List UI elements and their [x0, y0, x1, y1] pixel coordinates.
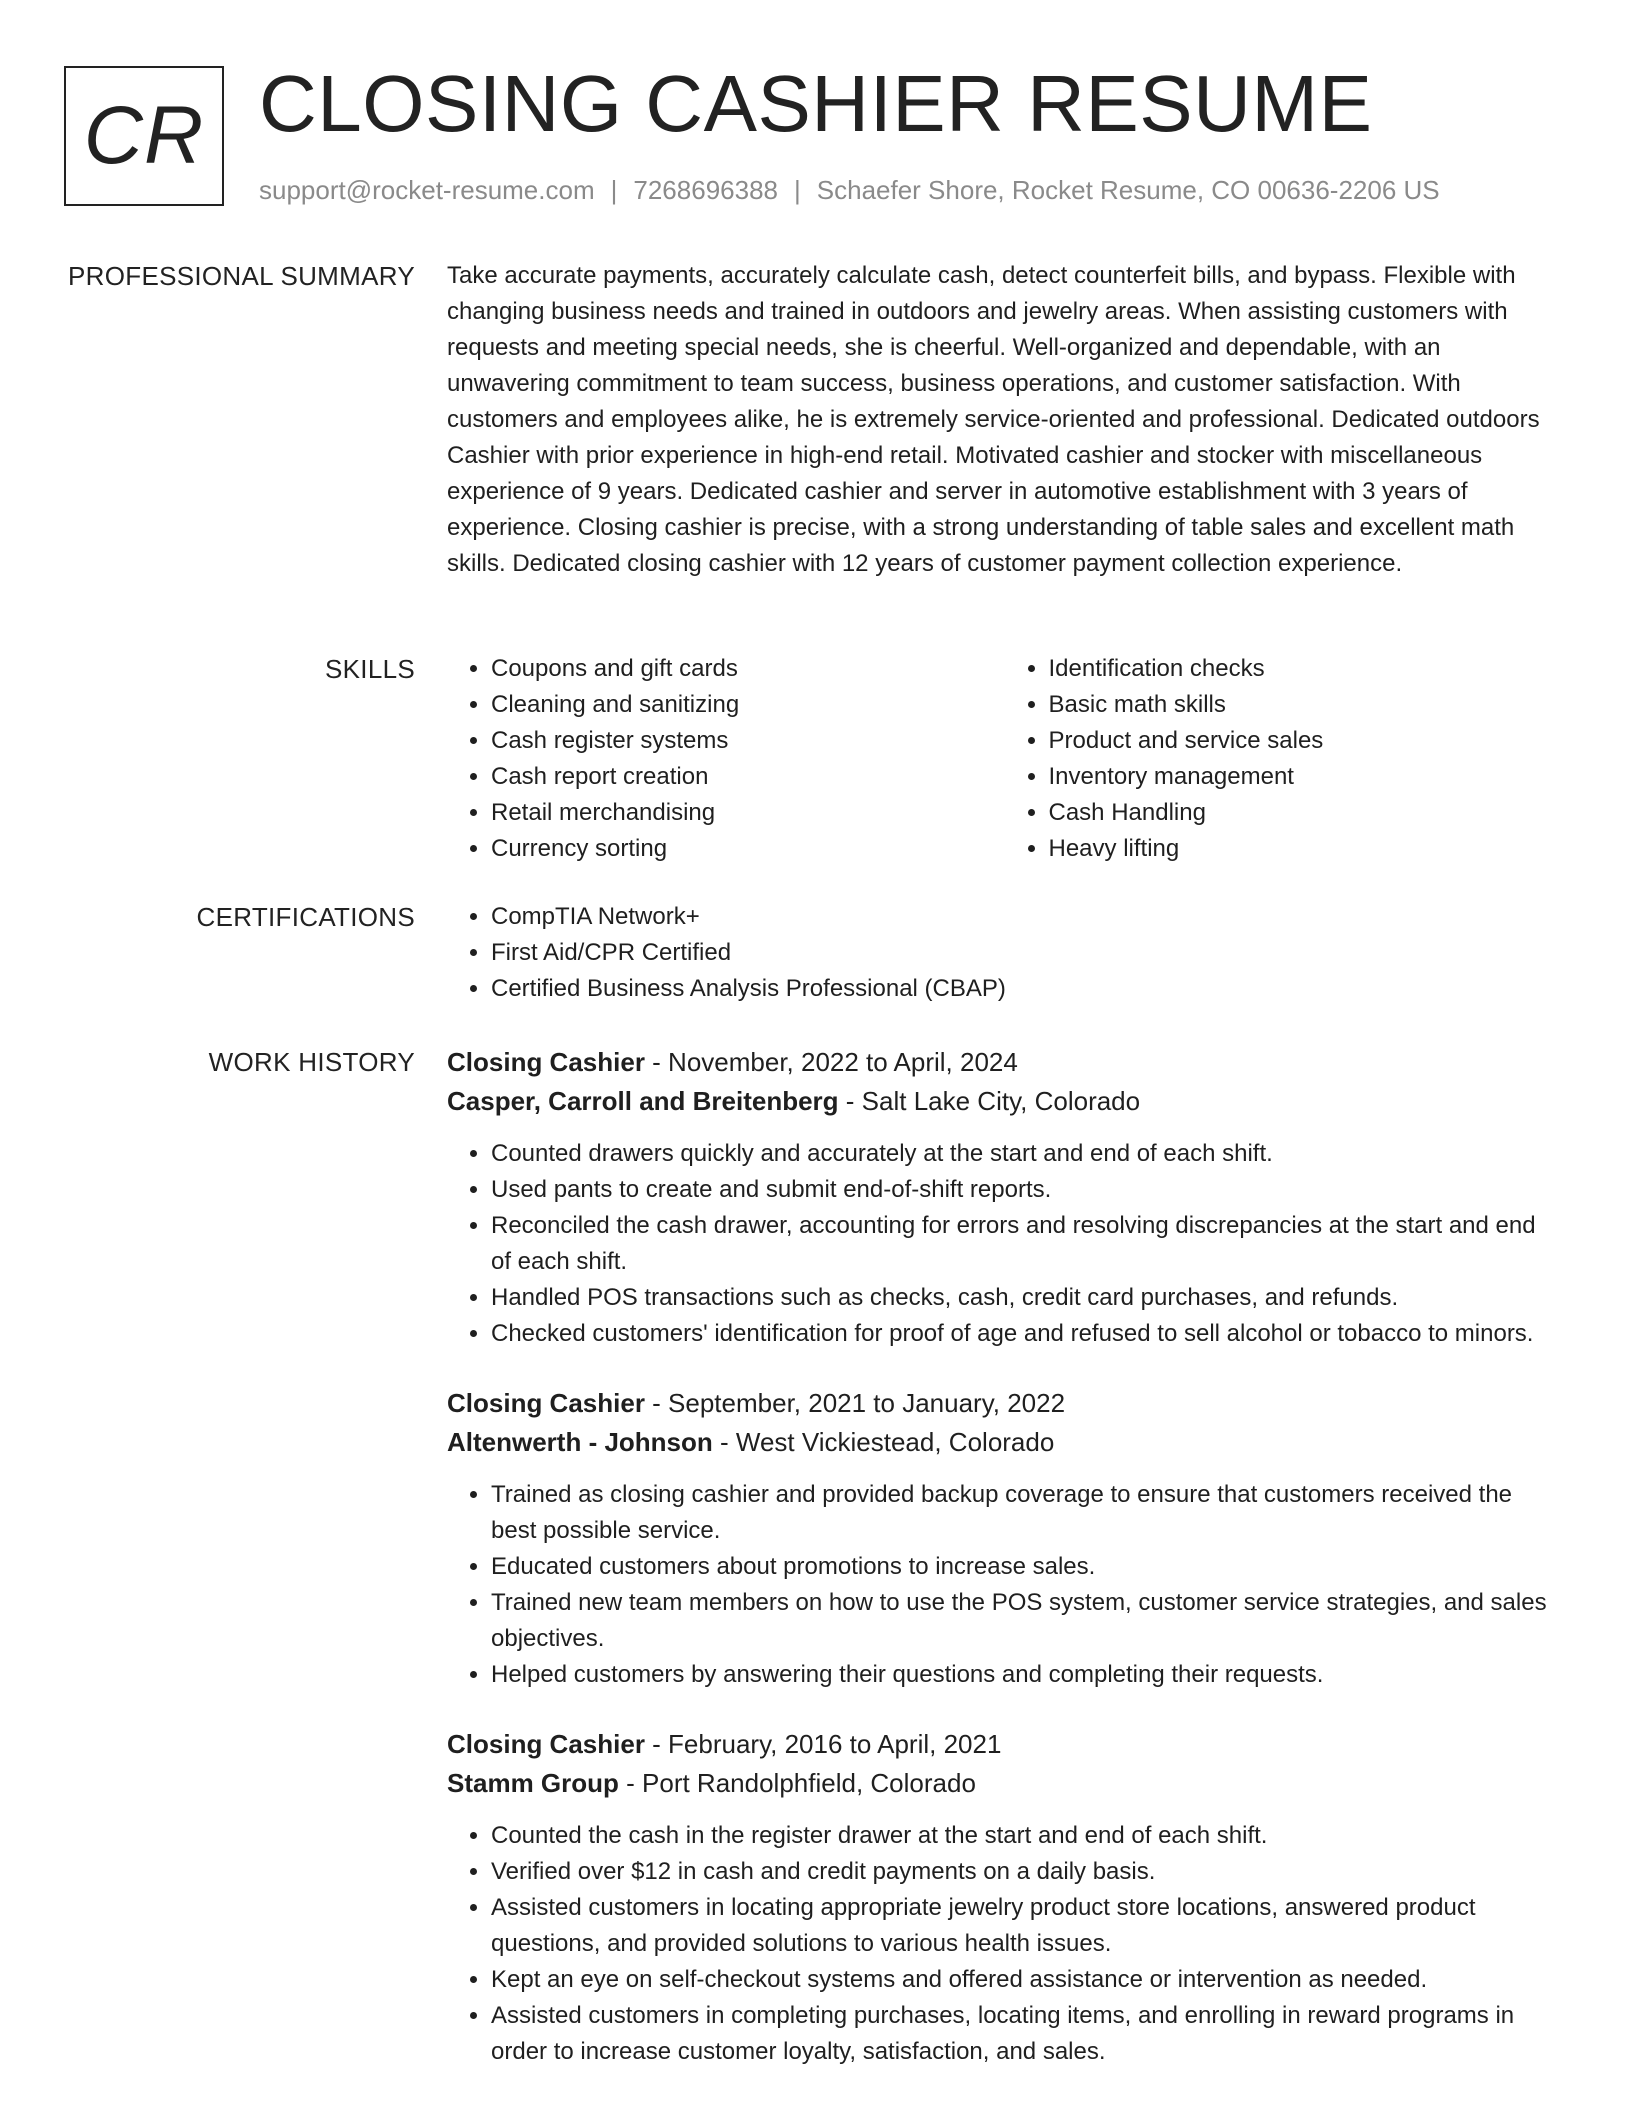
- contact-phone: 7268696388: [633, 175, 778, 205]
- job-bullet: • Trained new team members on how to use the POS system, customer service strategies, and sales objectives.: [491, 1585, 1562, 1657]
- job-dates: - September, 2021 to January, 2022: [644, 1388, 1066, 1418]
- job-entry: [447, 1043, 1562, 1352]
- resume-title: CLOSING CASHIER RESUME: [259, 59, 1373, 148]
- contact-separator: |: [610, 175, 618, 205]
- job-bullet: • Handled POS transactions such as checks, cash, credit card purchases, and refunds.: [491, 1280, 1562, 1316]
- skill-item: • Cash report creation: [491, 759, 1005, 795]
- job-employer-line: [447, 1082, 1562, 1120]
- skills-list-right: [1005, 651, 1563, 867]
- skills-columns: [447, 651, 1562, 867]
- skill-item: • Basic math skills: [1049, 687, 1563, 723]
- contact-email: support@rocket-resume.com: [259, 175, 595, 205]
- job-role: Closing Cashier: [447, 1729, 645, 1759]
- job-dates: - November, 2022 to April, 2024: [644, 1047, 1018, 1077]
- job-bullets: [447, 1477, 1562, 1693]
- job-employer: Casper, Carroll and Breitenberg: [447, 1086, 839, 1116]
- job-bullet: • Reconciled the cash drawer, accounting for errors and resolving discrepancies at the start and end of each shift.: [491, 1208, 1562, 1280]
- skills-list-left: [447, 651, 1005, 867]
- job-entry: [447, 1725, 1562, 2070]
- skill-item: • Retail merchandising: [491, 795, 1005, 831]
- job-bullet: • Helped customers by answering their questions and completing their requests.: [491, 1657, 1562, 1693]
- certification-item: • Certified Business Analysis Professional (CBAP): [491, 971, 1562, 1007]
- job-location: - Salt Lake City, Colorado: [838, 1086, 1141, 1116]
- summary-heading: PROFESSIONAL SUMMARY: [68, 261, 415, 291]
- job-role: Closing Cashier: [447, 1388, 645, 1418]
- job-role: Closing Cashier: [447, 1047, 645, 1077]
- job-entry: [447, 1384, 1562, 1693]
- job-bullet: • Trained as closing cashier and provided backup coverage to ensure that customers received the best possible service.: [491, 1477, 1562, 1549]
- job-title-line: [447, 1043, 1562, 1081]
- certifications-heading: CERTIFICATIONS: [196, 902, 415, 932]
- job-bullet: • Assisted customers in locating appropriate jewelry product store locations, answered product questions, and provided solutions to various health issues.: [491, 1890, 1562, 1962]
- skill-item: • Heavy lifting: [1049, 831, 1563, 867]
- skill-item: • Coupons and gift cards: [491, 651, 1005, 687]
- skill-item: • Identification checks: [1049, 651, 1563, 687]
- job-employer: Altenwerth - Johnson: [447, 1427, 713, 1457]
- skill-item: • Cash Handling: [1049, 795, 1563, 831]
- job-bullets: [447, 1136, 1562, 1352]
- skills-heading: SKILLS: [325, 654, 415, 684]
- job-location: - Port Randolphfield, Colorado: [618, 1768, 976, 1798]
- job-dates: - February, 2016 to April, 2021: [644, 1729, 1002, 1759]
- job-bullets: [447, 1818, 1562, 2070]
- job-employer: Stamm Group: [447, 1768, 619, 1798]
- job-location: - West Vickiestead, Colorado: [712, 1427, 1055, 1457]
- certification-item: • First Aid/CPR Certified: [491, 935, 1562, 971]
- job-bullet: • Checked customers' identification for proof of age and refused to sell alcohol or tobacco to minors.: [491, 1316, 1562, 1352]
- job-bullet: • Counted drawers quickly and accurately at the start and end of each shift.: [491, 1136, 1562, 1172]
- contact-separator: |: [794, 175, 801, 205]
- job-title-line: [447, 1725, 1562, 1763]
- job-bullet: • Used pants to create and submit end-of-shift reports.: [491, 1172, 1562, 1208]
- monogram-logo: CR: [64, 66, 224, 206]
- work-history-body: [447, 1043, 1562, 2102]
- skill-item: • Cash register systems: [491, 723, 1005, 759]
- job-bullet: • Counted the cash in the register drawer at the start and end of each shift.: [491, 1818, 1562, 1854]
- skill-item: • Currency sorting: [491, 831, 1005, 867]
- contact-line: [259, 174, 1440, 206]
- skill-item: • Inventory management: [1049, 759, 1563, 795]
- skill-item: • Product and service sales: [1049, 723, 1563, 759]
- job-employer-line: [447, 1423, 1562, 1461]
- certifications-body: [447, 899, 1562, 1007]
- summary-text: Take accurate payments, accurately calculate cash, detect counterfeit bills, and bypass. Flexible with changing business needs and trained in outdoors and jewelry areas. When assisting customers with requests and meeting special needs, she is cheerful. Well-organized and dependable, with an unwavering commitment to team success, business operations, and customer satisfaction. With customers and employees alike, he is extremely service-oriented and professional. Dedicated outdoors Cashier with prior experience in high-end retail. Motivated cashier and stocker with miscellaneous experience of 9 years. Dedicated cashier and server in automotive establishment with 3 years of experience. Closing cashier is precise, with a strong understanding of table sales and excellent math skills. Dedicated closing cashier with 12 years of customer payment collection experience.: [447, 262, 1540, 577]
- job-title-line: [447, 1384, 1562, 1422]
- skill-item: • Cleaning and sanitizing: [491, 687, 1005, 723]
- job-bullet: • Verified over $12 in cash and credit payments on a daily basis.: [491, 1854, 1562, 1890]
- job-employer-line: [447, 1764, 1562, 1802]
- job-bullet: • Educated customers about promotions to increase sales.: [491, 1549, 1562, 1585]
- contact-address: Schaefer Shore, Rocket Resume, CO 00636-2206 US: [816, 175, 1440, 205]
- job-bullet: • Kept an eye on self-checkout systems and offered assistance or intervention as needed.: [491, 1962, 1562, 1998]
- work-history-heading: WORK HISTORY: [208, 1047, 415, 1077]
- certification-item: • CompTIA Network+: [491, 899, 1562, 935]
- job-bullet: • Assisted customers in completing purchases, locating items, and enrolling in reward programs in order to increase customer loyalty, satisfaction, and sales.: [491, 1998, 1562, 2070]
- certifications-list: [447, 899, 1562, 1007]
